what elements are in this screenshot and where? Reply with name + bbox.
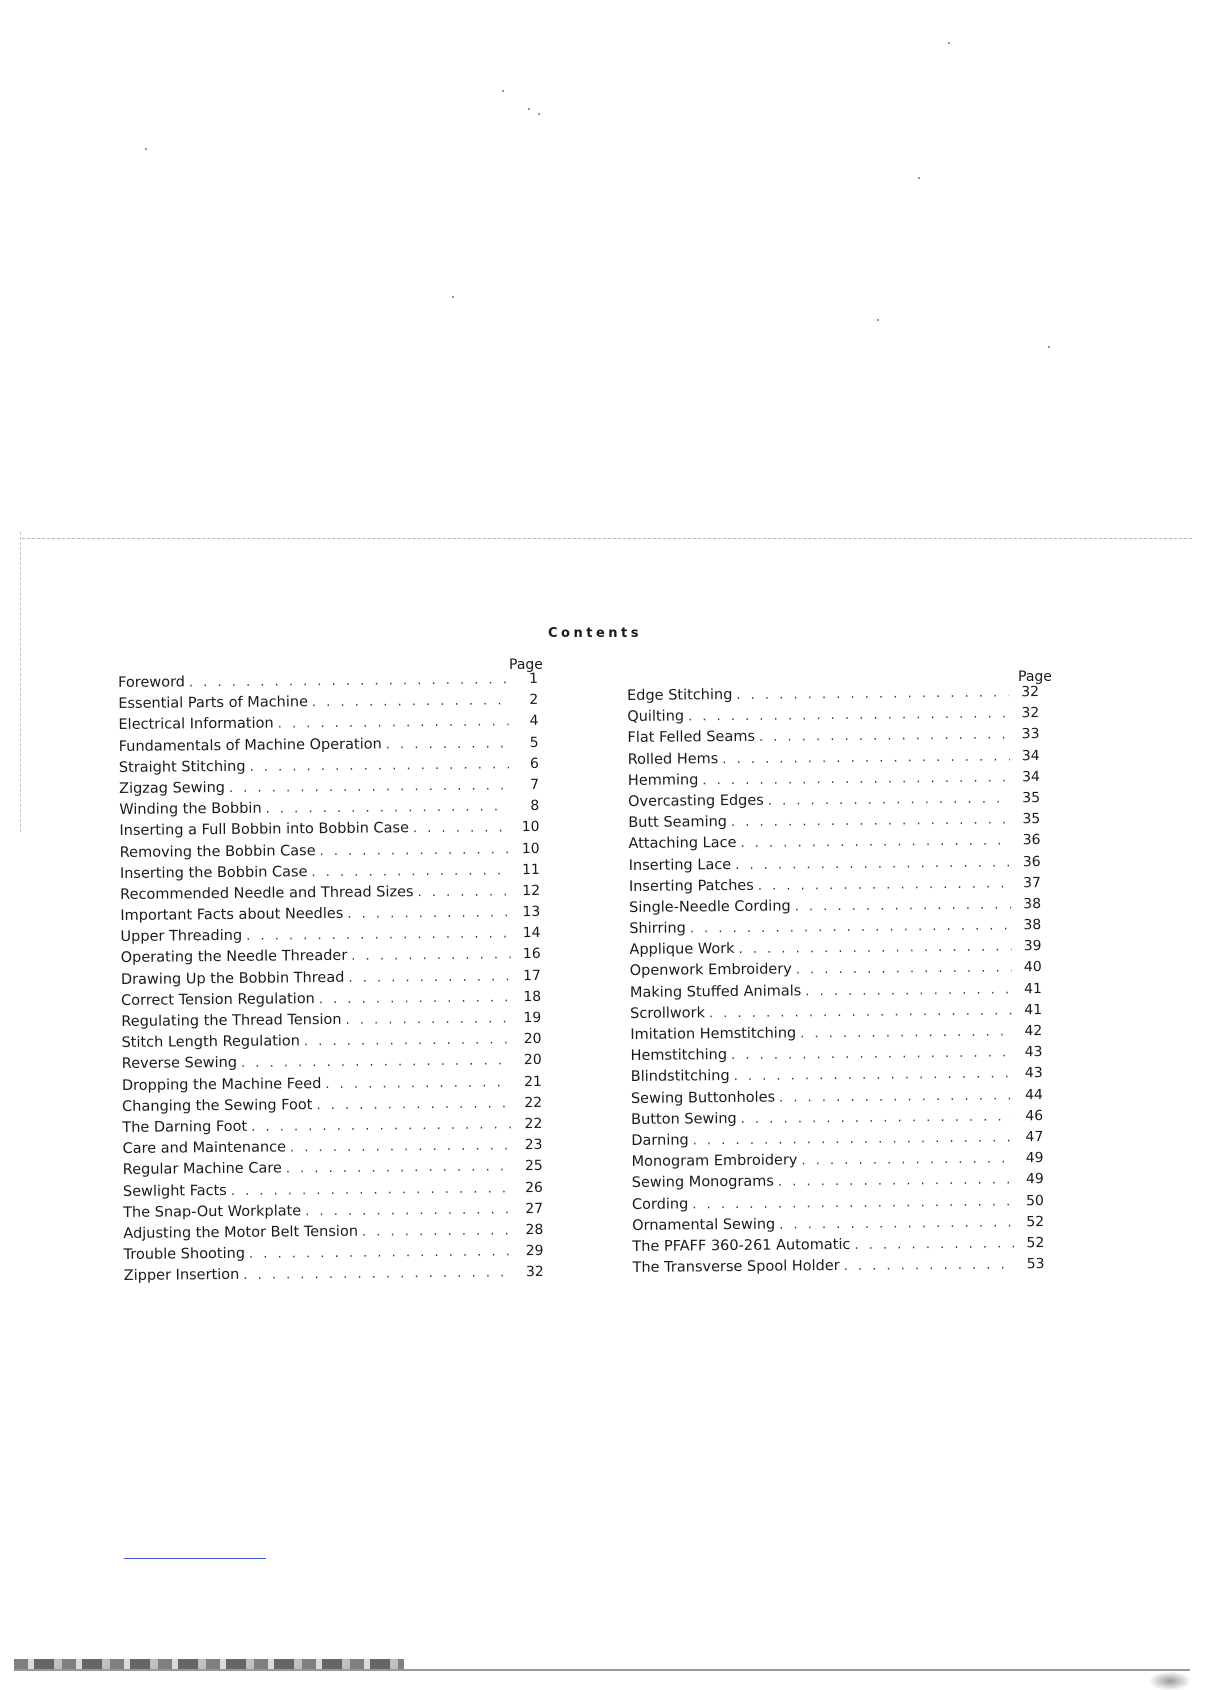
- toc-entry-title: Darning: [631, 1132, 689, 1149]
- toc-entry-title: Operating the Needle Threader: [120, 948, 348, 967]
- toc-entry-page: 35: [1022, 789, 1041, 807]
- toc-entry-title: Openwork Embroidery: [629, 961, 792, 980]
- toc-entry-page: 22: [524, 1115, 543, 1133]
- toc-entry-page: 25: [524, 1158, 543, 1175]
- toc-entry-page: 41: [1024, 1001, 1043, 1019]
- toc-entry-page: 7: [530, 776, 540, 793]
- toc-leader-dots: [702, 770, 1010, 788]
- toc-leader-dots: [325, 1075, 512, 1092]
- toc-leader-dots: [779, 1088, 1013, 1105]
- scan-speck: [877, 319, 879, 321]
- toc-leader-dots: [734, 1067, 1013, 1085]
- toc-leader-dots: [320, 842, 510, 859]
- contents-title: Contents: [548, 626, 642, 641]
- toc-leader-dots: [386, 736, 509, 752]
- toc-entry-title: Butt Seaming: [628, 814, 728, 832]
- toc-entry-page: 34: [1021, 747, 1040, 764]
- toc-leader-dots: [741, 1109, 1014, 1127]
- toc-leader-dots: [345, 1011, 511, 1028]
- toc-entry-title: Blindstitching: [630, 1068, 730, 1086]
- toc-leader-dots: [229, 778, 509, 796]
- toc-entry-title: Straight Stitching: [118, 758, 246, 776]
- toc-entry-page: 50: [1026, 1192, 1045, 1209]
- toc-entry-page: 26: [525, 1179, 544, 1196]
- toc-leader-dots: [692, 1194, 1014, 1212]
- toc-entry-page: 10: [521, 840, 540, 857]
- toc-entry-title: Flat Felled Seams: [627, 729, 756, 747]
- toc-entry-page: 28: [525, 1221, 544, 1238]
- toc-leader-dots: [709, 1003, 1012, 1021]
- toc-entry-title: Removing the Bobbin Case: [119, 842, 316, 861]
- toc-entry-page: 39: [1023, 938, 1042, 955]
- toc-entry-page: 16: [522, 946, 541, 963]
- toc-leader-dots: [740, 834, 1010, 852]
- toc-entry-page: 4: [529, 713, 539, 730]
- toc-leader-dots: [796, 961, 1012, 978]
- toc-entry-title: Overcasting Edges: [628, 792, 764, 810]
- toc-left-column: [118, 671, 544, 1289]
- toc-entry-page: 19: [523, 1009, 542, 1027]
- toc-leader-dots: [319, 990, 511, 1007]
- scan-speck: [528, 108, 530, 110]
- toc-leader-dots: [286, 1160, 513, 1177]
- toc-entry-page: 17: [523, 967, 541, 984]
- toc-leader-dots: [348, 969, 511, 986]
- top-scan-edge: [22, 538, 1192, 539]
- toc-entry-title: Essential Parts of Machine: [118, 694, 309, 713]
- toc-entry-title: Adjusting the Motor Belt Tension: [123, 1223, 359, 1242]
- toc-leader-dots: [311, 863, 510, 880]
- toc-entry-title: Trouble Shooting: [123, 1245, 246, 1264]
- toc-entry-title: Making Stuffed Animals: [629, 982, 802, 1001]
- toc-entry-page: 52: [1026, 1213, 1045, 1230]
- toc-leader-dots: [362, 1223, 514, 1239]
- toc-entry-page: 53: [1026, 1256, 1045, 1273]
- toc-entry-title: Hemming: [627, 772, 699, 789]
- toc-entry-page: 32: [1021, 684, 1040, 701]
- toc-entry-page: 14: [522, 925, 541, 942]
- toc-entry-page: 41: [1024, 980, 1042, 997]
- toc-entry-title: Shirring: [629, 920, 686, 938]
- toc-entry-title: Inserting Patches: [628, 877, 754, 895]
- toc-leader-dots: [290, 1138, 513, 1155]
- toc-leader-dots: [231, 1181, 513, 1199]
- toc-leader-dots: [347, 905, 510, 922]
- toc-entry-title: Ornamental Sewing: [632, 1216, 776, 1234]
- toc-entry-title: The Darning Foot: [122, 1118, 248, 1136]
- toc-right-column: [627, 684, 1045, 1281]
- toc-entry-title: Regulating the Thread Tension: [121, 1011, 342, 1030]
- toc-leader-dots: [722, 749, 1010, 767]
- toc-leader-dots: [800, 1024, 1012, 1041]
- scan-speck: [538, 113, 540, 115]
- toc-entry-title: Correct Tension Regulation: [121, 990, 315, 1009]
- toc-leader-dots: [246, 926, 510, 944]
- toc-entry-page: 36: [1022, 853, 1041, 870]
- toc-entry-title: Electrical Information: [118, 715, 274, 734]
- toc-entry-page: 5: [529, 734, 539, 751]
- toc-entry-page: 27: [525, 1200, 544, 1217]
- toc-entry-title: Inserting the Bobbin Case: [119, 863, 308, 882]
- toc-entry-page: 38: [1023, 895, 1042, 913]
- toc-entry-title: Hemstitching: [630, 1047, 728, 1065]
- toc-entry-title: Scrollwork: [630, 1005, 706, 1022]
- toc-entry-title: Stitch Length Regulation: [121, 1033, 301, 1052]
- toc-entry-page: 46: [1025, 1107, 1044, 1124]
- toc-entry-title: Quilting: [627, 708, 685, 726]
- left-page-heading: Page: [509, 657, 543, 673]
- scan-speck: [145, 148, 147, 150]
- toc-entry-title: Foreword: [118, 674, 186, 691]
- toc-entry-title: Drawing Up the Bobbin Thread: [120, 969, 345, 988]
- toc-leader-dots: [351, 948, 511, 965]
- toc-leader-dots: [693, 1130, 1014, 1148]
- scan-speck: [1048, 346, 1050, 348]
- toc-leader-dots: [249, 1244, 514, 1262]
- toc-entry-title: Care and Maintenance: [122, 1139, 287, 1158]
- toc-entry-title: Inserting a Full Bobbin into Bobbin Case: [119, 820, 410, 840]
- toc-leader-dots: [758, 876, 1011, 893]
- toc-entry-page: 12: [522, 882, 541, 900]
- toc-entry: [632, 1256, 1044, 1281]
- toc-entry-page: 40: [1023, 959, 1042, 976]
- toc-leader-dots: [778, 1173, 1014, 1190]
- toc-entry-page: 47: [1025, 1128, 1044, 1146]
- toc-entry-title: Recommended Needle and Thread Sizes: [120, 884, 414, 903]
- toc-entry-page: 36: [1022, 832, 1041, 849]
- toc-leader-dots: [251, 1117, 512, 1135]
- toc-entry-page: 20: [523, 1052, 542, 1069]
- toc-entry-title: Monogram Embroidery: [631, 1152, 798, 1171]
- scan-speck: [918, 177, 920, 179]
- toc-entry-page: 34: [1021, 768, 1040, 785]
- toc-entry-page: 10: [521, 819, 540, 836]
- toc-leader-dots: [305, 1202, 513, 1219]
- bottom-scan-edge: [14, 1669, 1190, 1671]
- toc-entry-page: 33: [1021, 726, 1040, 743]
- toc-leader-dots: [690, 918, 1012, 936]
- toc-leader-dots: [278, 715, 509, 732]
- toc-entry-page: 42: [1024, 1023, 1043, 1040]
- toc-entry-page: 35: [1022, 811, 1041, 828]
- toc-entry-title: Sewing Buttonholes: [630, 1089, 776, 1107]
- toc-entry-title: Changing the Sewing Foot: [122, 1096, 313, 1115]
- toc-entry-page: 18: [523, 988, 542, 1005]
- toc-entry-title: Upper Threading: [120, 928, 243, 946]
- toc-leader-dots: [779, 1215, 1014, 1232]
- toc-entry-title: Imitation Hemstitching: [630, 1025, 797, 1043]
- toc-entry-page: 21: [524, 1073, 542, 1090]
- toc-leader-dots: [731, 812, 1010, 830]
- toc-entry-title: Fundamentals of Machine Operation: [118, 736, 382, 755]
- toc-entry-title: Dropping the Machine Feed: [121, 1075, 322, 1094]
- toc-leader-dots: [417, 884, 510, 900]
- toc-entry-title: Reverse Sewing: [121, 1055, 238, 1073]
- toc-leader-dots: [249, 757, 508, 774]
- toc-entry-page: 43: [1024, 1044, 1043, 1061]
- toc-entry-page: 1: [529, 670, 539, 688]
- toc-leader-dots: [768, 791, 1010, 808]
- toc-entry-title: Regular Machine Care: [122, 1160, 282, 1179]
- scan-speck: [502, 90, 504, 92]
- toc-entry-page: 49: [1025, 1171, 1044, 1188]
- toc-entry-page: 52: [1026, 1234, 1045, 1252]
- right-page-heading: Page: [1018, 669, 1052, 685]
- toc-entry-page: 22: [524, 1094, 543, 1111]
- toc-entry-page: 6: [529, 755, 539, 772]
- toc-entry-title: Zipper Insertion: [123, 1267, 240, 1285]
- toc-entry-page: 20: [523, 1031, 542, 1048]
- toc-entry-title: Single-Needle Cording: [629, 898, 791, 916]
- toc-leader-dots: [312, 693, 508, 710]
- toc-leader-dots: [738, 940, 1011, 958]
- toc-leader-dots: [844, 1257, 1015, 1274]
- toc-leader-dots: [801, 1151, 1013, 1168]
- toc-entry-page: 37: [1022, 874, 1041, 891]
- toc-entry-title: Important Facts about Needles: [120, 905, 344, 925]
- toc-leader-dots: [189, 672, 508, 690]
- toc-leader-dots: [735, 855, 1011, 873]
- corner-fray: [1150, 1672, 1190, 1690]
- toc-leader-dots: [304, 1032, 512, 1049]
- toc-entry-title: Sewing Monograms: [631, 1173, 775, 1192]
- toc-leader-dots: [731, 1046, 1013, 1064]
- toc-entry-page: 23: [524, 1137, 543, 1154]
- toc-leader-dots: [413, 821, 510, 837]
- toc-entry-page: 32: [525, 1264, 544, 1281]
- toc-leader-dots: [688, 707, 1009, 725]
- toc-leader-dots: [759, 728, 1010, 745]
- toc-entry-title: Attaching Lace: [628, 835, 737, 853]
- toc-entry-page: 11: [521, 861, 540, 878]
- toc-leader-dots: [243, 1265, 514, 1283]
- toc-entry-page: 49: [1025, 1150, 1044, 1167]
- toc-entry-page: 8: [530, 798, 540, 815]
- toc-entry: [124, 1264, 544, 1289]
- toc-entry-title: Edge Stitching: [627, 686, 733, 704]
- toc-leader-dots: [266, 799, 510, 816]
- scan-speck: [948, 42, 950, 44]
- toc-leader-dots: [805, 982, 1012, 999]
- toc-leader-dots: [736, 685, 1009, 703]
- blue-footer-rule: [124, 1558, 266, 1559]
- toc-entry-title: Inserting Lace: [628, 856, 732, 874]
- toc-entry-title: Winding the Bobbin: [119, 800, 262, 819]
- toc-leader-dots: [316, 1096, 512, 1113]
- toc-entry-page: 29: [525, 1243, 544, 1260]
- toc-entry-page: 43: [1024, 1065, 1043, 1082]
- toc-entry-page: 38: [1023, 917, 1042, 934]
- toc-entry-title: Cording: [631, 1195, 689, 1213]
- toc-entry-title: Sewlight Facts: [122, 1182, 227, 1200]
- toc-leader-dots: [795, 897, 1012, 914]
- toc-entry-title: Zigzag Sewing: [119, 779, 226, 797]
- scan-speck: [452, 296, 454, 298]
- toc-entry-title: The PFAFF 360-261 Automatic: [632, 1236, 851, 1255]
- toc-entry-title: Rolled Hems: [627, 750, 719, 768]
- toc-entry-title: The Snap-Out Workplate: [123, 1202, 302, 1221]
- toc-leader-dots: [854, 1236, 1014, 1253]
- toc-entry-page: 32: [1021, 705, 1040, 722]
- toc-entry-title: Button Sewing: [631, 1110, 737, 1128]
- left-scan-edge: [20, 532, 21, 832]
- toc-entry-page: 44: [1025, 1086, 1043, 1103]
- toc-entry-page: 13: [522, 904, 541, 921]
- toc-entry-title: The Transverse Spool Holder: [632, 1258, 840, 1277]
- toc-entry-title: Applique Work: [629, 941, 735, 959]
- toc-leader-dots: [241, 1054, 512, 1072]
- toc-entry-page: 2: [529, 692, 539, 709]
